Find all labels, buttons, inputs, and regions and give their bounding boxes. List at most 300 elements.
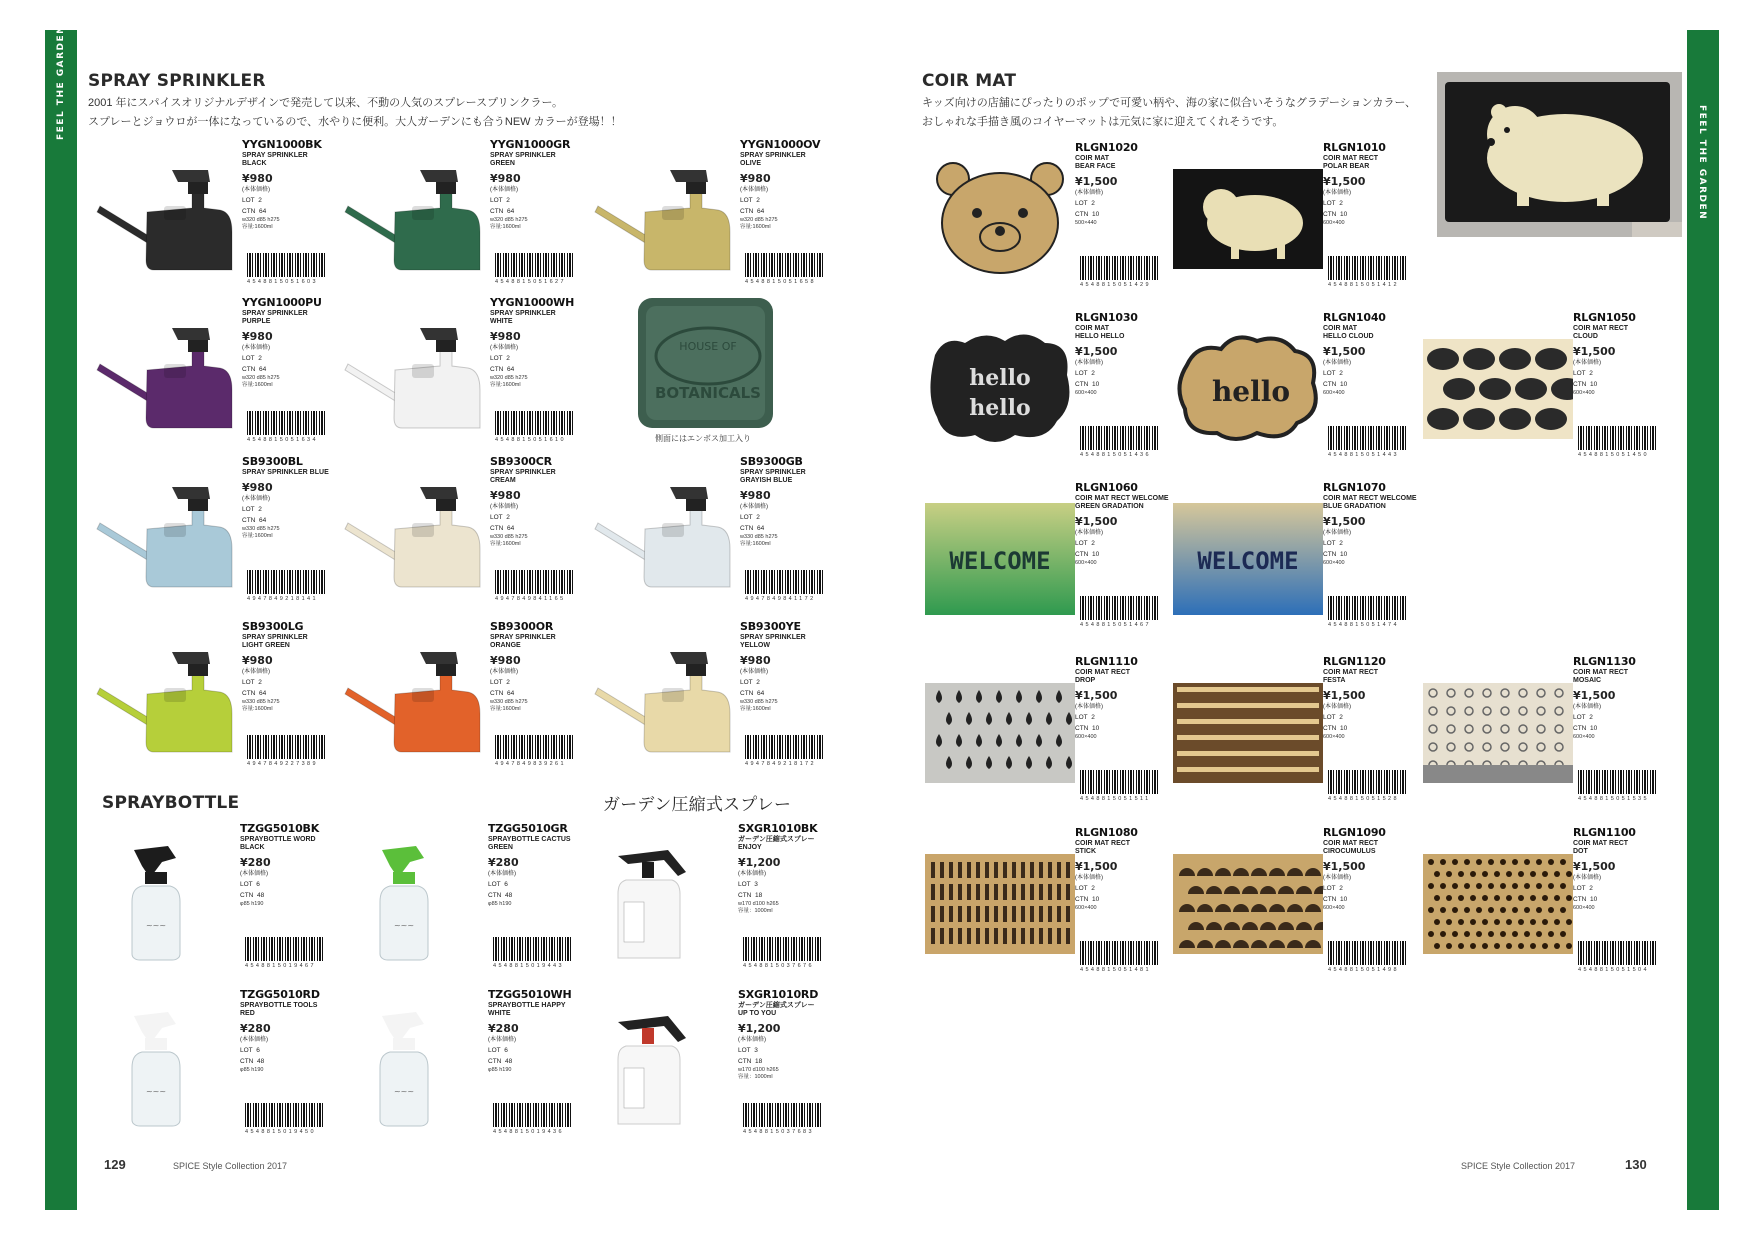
product-dimensions: 600×400 [1075, 560, 1097, 566]
product-dimensions: 600×400 [1075, 390, 1097, 396]
product-code: RLGN1110 [1075, 655, 1138, 668]
ctn-value: 10 [1091, 896, 1100, 903]
product-dimensions: w330 d85 h275 容量:1600ml [490, 699, 528, 712]
product-card [338, 988, 578, 1148]
product-price: ¥280 [240, 856, 271, 869]
barcode-graphic [493, 937, 571, 961]
ctn-value: 64 [756, 525, 765, 532]
ctn-value: 64 [258, 366, 267, 373]
product-name: COIR MAT RECT STICK [1075, 840, 1131, 855]
lot-quantity: LOT 2 [740, 197, 760, 204]
lot-value: 2 [1589, 714, 1593, 721]
product-name: COIR MAT RECT POLAR BEAR [1323, 155, 1379, 170]
product-card [340, 620, 580, 780]
barcode-graphic [495, 411, 573, 435]
product-card [1423, 655, 1663, 815]
price-tax-note: (本体価格) [242, 496, 270, 502]
barcode-number: 4548815051535 [1578, 796, 1649, 802]
product-price: ¥980 [242, 654, 273, 667]
lot-value: 2 [1339, 370, 1343, 377]
lot-value: 2 [756, 679, 760, 686]
barcode-graphic [247, 570, 325, 594]
product-image [1173, 840, 1323, 968]
product-name: ガーデン圧縮式スプレー ENJOY [738, 836, 815, 851]
lot-quantity: LOT 2 [740, 514, 760, 521]
carton-quantity: CTN 10 [1075, 211, 1100, 218]
product-info [242, 455, 352, 602]
lot-quantity: LOT 2 [1075, 540, 1095, 547]
ctn-value: 48 [256, 892, 265, 899]
product-dimensions: w320 d85 h275 容量:1600ml [242, 375, 280, 388]
product-dimensions: w320 d85 h275 容量:1600ml [740, 217, 778, 230]
price-tax-note: (本体価格) [1075, 875, 1103, 881]
carton-quantity: CTN 10 [1323, 725, 1348, 732]
product-price: ¥980 [242, 330, 273, 343]
price-tax-note: (本体価格) [738, 1037, 766, 1043]
price-tax-note: (本体価格) [1075, 190, 1103, 196]
lot-value: 6 [256, 881, 260, 888]
barcode-number: 4548815051436 [1080, 452, 1151, 458]
ctn-value: 64 [258, 690, 267, 697]
price-tax-note: (本体価格) [740, 669, 768, 675]
barcode-graphic [743, 1103, 821, 1127]
carton-quantity: CTN 64 [740, 208, 765, 215]
product-price: ¥280 [240, 1022, 271, 1035]
product-name: SPRAY SPRINKLER BLUE [242, 469, 329, 476]
ctn-value: 10 [1091, 551, 1100, 558]
lot-value: 2 [1339, 200, 1343, 207]
product-dimensions: w320 d85 h275 容量:1600ml [490, 375, 528, 388]
product-image [1423, 840, 1573, 968]
lot-quantity: LOT 2 [1573, 370, 1593, 377]
product-code: YYGN1000GR [490, 138, 571, 151]
product-name: SPRAYBOTTLE WORD BLACK [240, 836, 316, 851]
svg-text:WELCOME: WELCOME [949, 547, 1051, 575]
product-info [1075, 826, 1185, 973]
product-price: ¥1,500 [1573, 689, 1616, 702]
lot-quantity: LOT 2 [1573, 885, 1593, 892]
product-name: COIR MAT HELLO CLOUD [1323, 325, 1374, 340]
product-name: SPRAY SPRINKLER BLACK [242, 152, 308, 167]
product-card [1173, 141, 1413, 301]
product-name: SPRAYBOTTLE CACTUS GREEN [488, 836, 571, 851]
barcode-graphic [247, 253, 325, 277]
svg-text:~~~: ~~~ [393, 921, 415, 930]
ctn-value: 18 [754, 1058, 763, 1065]
ctn-value: 10 [1589, 896, 1598, 903]
product-code: RLGN1080 [1075, 826, 1138, 839]
product-image [92, 634, 242, 762]
lot-quantity: LOT 2 [490, 355, 510, 362]
product-price: ¥1,500 [1323, 345, 1366, 358]
lot-value: 2 [1339, 885, 1343, 892]
carton-quantity: CTN 10 [1573, 725, 1598, 732]
product-name: SPRAY SPRINKLER YELLOW [740, 634, 806, 649]
lot-quantity: LOT 2 [242, 506, 262, 513]
page-number-left: 129 [104, 1157, 126, 1172]
lot-quantity: LOT 2 [242, 355, 262, 362]
product-card [92, 620, 332, 780]
carton-quantity: CTN 10 [1075, 725, 1100, 732]
barcode-graphic [247, 411, 325, 435]
lot-quantity: LOT 2 [1323, 200, 1343, 207]
ctn-value: 10 [1339, 896, 1348, 903]
product-dimensions: 600×400 [1573, 390, 1595, 396]
product-card [588, 822, 828, 982]
lot-value: 2 [1091, 714, 1095, 721]
product-card [925, 826, 1165, 986]
desc-line: キッズ向けの店舗にぴったりのポップで可愛い柄や、海の家に似合いそうなグラデーションカラー、 [922, 97, 1417, 109]
product-card [1423, 311, 1663, 471]
product-price: ¥280 [488, 856, 519, 869]
barcode-number: 4548815019450 [245, 1129, 316, 1135]
product-image [340, 469, 490, 597]
product-name: COIR MAT RECT CIROCUMULUS [1323, 840, 1379, 855]
lot-value: 2 [1091, 540, 1095, 547]
ctn-value: 10 [1091, 381, 1100, 388]
product-price: ¥980 [490, 654, 521, 667]
price-tax-note: (本体価格) [240, 871, 268, 877]
product-info [1323, 481, 1433, 628]
price-tax-note: (本体価格) [1323, 704, 1351, 710]
lot-quantity: LOT 2 [1323, 540, 1343, 547]
product-code: SB9300OR [490, 620, 554, 633]
product-name: SPRAYBOTTLE HAPPY WHITE [488, 1002, 566, 1017]
lot-value: 3 [754, 881, 758, 888]
barcode-graphic [1578, 426, 1656, 450]
barcode-number: 4548815051474 [1328, 622, 1399, 628]
lot-value: 2 [258, 197, 262, 204]
lot-value: 3 [754, 1047, 758, 1054]
product-code: RLGN1020 [1075, 141, 1138, 154]
product-image [1173, 495, 1323, 623]
product-info [738, 822, 848, 969]
carton-quantity: CTN 10 [1573, 896, 1598, 903]
product-dimensions: 600×400 [1075, 734, 1097, 740]
product-info [1323, 826, 1433, 973]
carton-quantity: CTN 64 [242, 208, 267, 215]
barcode-number: 4548815019467 [245, 963, 316, 969]
product-dimensions: 600×400 [1323, 905, 1345, 911]
product-name: SPRAY SPRINKLER GRAYISH BLUE [740, 469, 806, 484]
ctn-value: 64 [258, 208, 267, 215]
spray-sprinkler-desc [88, 94, 622, 132]
product-code: RLGN1070 [1323, 481, 1386, 494]
product-card [590, 455, 830, 615]
lot-value: 2 [756, 514, 760, 521]
price-tax-note: (本体価格) [1075, 530, 1103, 536]
product-name: COIR MAT RECT WELCOME GREEN GRADATION [1075, 495, 1169, 510]
product-dimensions: φ85 h190 [488, 901, 512, 907]
barcode-number: 4548815051481 [1080, 967, 1151, 973]
carton-quantity: CTN 48 [240, 892, 265, 899]
product-price: ¥1,500 [1573, 860, 1616, 873]
product-info [488, 822, 598, 969]
svg-text:~~~: ~~~ [393, 1087, 415, 1096]
lot-quantity: LOT 2 [490, 197, 510, 204]
product-dimensions: w330 d85 h275 容量:1600ml [490, 534, 528, 547]
product-name: COIR MAT RECT WELCOME BLUE GRADATION [1323, 495, 1417, 510]
ctn-value: 64 [506, 525, 515, 532]
ctn-value: 64 [506, 208, 515, 215]
svg-text:~~~: ~~~ [145, 921, 167, 930]
barcode-number: 4548815051429 [1080, 282, 1151, 288]
product-image [925, 840, 1075, 968]
emboss-detail-photo [638, 298, 773, 428]
product-image [338, 1002, 488, 1130]
lot-quantity: LOT 6 [488, 1047, 508, 1054]
lot-quantity: LOT 6 [240, 881, 260, 888]
product-price: ¥980 [740, 654, 771, 667]
product-code: RLGN1120 [1323, 655, 1386, 668]
product-image [925, 495, 1075, 623]
barcode-number: 4548815019443 [493, 963, 564, 969]
ctn-value: 10 [1339, 551, 1348, 558]
svg-text:~~~: ~~~ [145, 1087, 167, 1096]
product-dimensions: 500×440 [1075, 220, 1097, 226]
product-image [90, 836, 240, 964]
price-tax-note: (本体価格) [1573, 704, 1601, 710]
emboss-caption: 側面にはエンボス加工入り [655, 434, 751, 443]
ctn-value: 10 [1091, 211, 1100, 218]
product-image [338, 836, 488, 964]
product-card [588, 988, 828, 1148]
product-info [488, 988, 598, 1135]
lot-value: 6 [504, 1047, 508, 1054]
product-image [1173, 325, 1323, 453]
product-code: SXGR1010BK [738, 822, 818, 835]
product-name: COIR MAT RECT FESTA [1323, 669, 1379, 684]
barcode-number: 4947849841172 [745, 596, 816, 602]
lot-quantity: LOT 2 [1075, 200, 1095, 207]
barcode-number: 4947849841165 [495, 596, 566, 602]
product-info [240, 822, 350, 969]
barcode-number: 4548815051634 [247, 437, 318, 443]
svg-text:hello: hello [969, 365, 1031, 391]
product-code: SB9300CR [490, 455, 552, 468]
carton-quantity: CTN 64 [740, 525, 765, 532]
barcode-graphic [1080, 770, 1158, 794]
product-price: ¥1,500 [1323, 515, 1366, 528]
price-tax-note: (本体価格) [490, 187, 518, 193]
price-tax-note: (本体価格) [1323, 875, 1351, 881]
product-code: TZGG5010RD [240, 988, 320, 1001]
product-code: RLGN1030 [1075, 311, 1138, 324]
carton-quantity: CTN 64 [490, 366, 515, 373]
lot-value: 2 [506, 355, 510, 362]
desc-line: おしゃれな手描き風のコイヤーマットは元気に家に迎えてくれそうです。 [922, 116, 1284, 128]
lot-quantity: LOT 2 [740, 679, 760, 686]
barcode-graphic [1328, 256, 1406, 280]
ctn-value: 10 [1091, 725, 1100, 732]
barcode-number: 4947849218141 [247, 596, 318, 602]
product-info [490, 620, 600, 767]
product-name: SPRAY SPRINKLER WHITE [490, 310, 556, 325]
carton-quantity: CTN 10 [1075, 551, 1100, 558]
product-info [1573, 826, 1683, 973]
product-price: ¥1,200 [738, 856, 781, 869]
product-name: SPRAY SPRINKLER CREAM [490, 469, 556, 484]
product-dimensions: 600×400 [1075, 905, 1097, 911]
lot-value: 2 [1091, 200, 1095, 207]
product-code: RLGN1130 [1573, 655, 1636, 668]
product-image [925, 669, 1075, 797]
carton-quantity: CTN 18 [738, 892, 763, 899]
product-info [242, 296, 352, 443]
barcode-graphic [495, 253, 573, 277]
product-dimensions: 600×400 [1323, 560, 1345, 566]
barcode-graphic [745, 570, 823, 594]
lot-quantity: LOT 6 [488, 881, 508, 888]
price-tax-note: (本体価格) [488, 871, 516, 877]
lot-value: 6 [256, 1047, 260, 1054]
product-card [90, 988, 330, 1148]
barcode-number: 4548815051528 [1328, 796, 1399, 802]
barcode-number: 4548815051627 [495, 279, 566, 285]
product-info [242, 620, 352, 767]
desc-line: 2001 年にスパイスオリジナルデザインで発売して以来、不動の人気のスプレースプリンクラー。 [88, 97, 564, 109]
product-dimensions: w320 d85 h275 容量:1600ml [490, 217, 528, 230]
lot-quantity: LOT 2 [242, 197, 262, 204]
product-name: COIR MAT RECT DROP [1075, 669, 1131, 684]
carton-quantity: CTN 10 [1323, 211, 1348, 218]
carton-quantity: CTN 64 [490, 208, 515, 215]
ctn-value: 10 [1589, 381, 1598, 388]
product-dimensions: w330 d85 h275 容量:1600ml [242, 526, 280, 539]
footer-right: SPICE Style Collection 2017 [1461, 1161, 1576, 1171]
ctn-value: 64 [258, 517, 267, 524]
product-info [240, 988, 350, 1135]
product-name: COIR MAT RECT DOT [1573, 840, 1629, 855]
price-tax-note: (本体価格) [740, 187, 768, 193]
price-tax-note: (本体価格) [240, 1037, 268, 1043]
product-name: SPRAY SPRINKLER LIGHT GREEN [242, 634, 308, 649]
product-dimensions: φ85 h190 [240, 1067, 264, 1073]
lot-value: 2 [258, 355, 262, 362]
carton-quantity: CTN 64 [242, 366, 267, 373]
carton-quantity: CTN 64 [242, 517, 267, 524]
garden-spray-title: ガーデン圧縮式スプレー [603, 795, 792, 815]
price-tax-note: (本体価格) [738, 871, 766, 877]
lot-quantity: LOT 2 [1323, 885, 1343, 892]
product-code: TZGG5010WH [488, 988, 572, 1001]
price-tax-note: (本体価格) [1323, 530, 1351, 536]
product-dimensions: φ85 h190 [240, 901, 264, 907]
product-card [925, 481, 1169, 641]
price-tax-note: (本体価格) [1323, 360, 1351, 366]
product-info [490, 455, 600, 602]
product-code: SB9300LG [242, 620, 304, 633]
lot-quantity: LOT 3 [738, 1047, 758, 1054]
lot-quantity: LOT 2 [1075, 370, 1095, 377]
price-tax-note: (本体価格) [242, 187, 270, 193]
product-code: RLGN1060 [1075, 481, 1138, 494]
product-dimensions: 600×400 [1323, 220, 1345, 226]
product-card [925, 141, 1165, 301]
product-dimensions: 600×400 [1573, 734, 1595, 740]
product-info [740, 620, 850, 767]
carton-quantity: CTN 10 [1075, 381, 1100, 388]
carton-quantity: CTN 10 [1323, 381, 1348, 388]
lot-value: 2 [258, 506, 262, 513]
desc-line: スプレーとジョウロが一体になっているので、水やりに便利。大人ガーデンにも合うNEW カラーが登場！！ [88, 116, 622, 128]
barcode-graphic [745, 735, 823, 759]
product-card [1173, 826, 1413, 986]
product-price: ¥980 [242, 172, 273, 185]
product-code: YYGN1000OV [740, 138, 821, 151]
ctn-value: 64 [756, 208, 765, 215]
price-tax-note: (本体価格) [242, 669, 270, 675]
barcode-number: 4548815051658 [745, 279, 816, 285]
footer-left: SPICE Style Collection 2017 [173, 1161, 288, 1171]
product-image [588, 836, 738, 964]
carton-quantity: CTN 64 [242, 690, 267, 697]
product-name: SPRAY SPRINKLER PURPLE [242, 310, 308, 325]
svg-text:hello: hello [969, 395, 1031, 421]
lot-quantity: LOT 2 [1323, 370, 1343, 377]
product-name: SPRAYBOTTLE TOOLS RED [240, 1002, 318, 1017]
side-label-right: FEEL THE GARDEN [1697, 105, 1707, 221]
barcode-graphic [1328, 770, 1406, 794]
product-name: COIR MAT BEAR FACE [1075, 155, 1116, 170]
product-price: ¥280 [488, 1022, 519, 1035]
product-code: RLGN1100 [1573, 826, 1636, 839]
product-image [90, 1002, 240, 1130]
product-image [590, 152, 740, 280]
product-card [590, 620, 830, 780]
barcode-graphic [495, 570, 573, 594]
barcode-number: 4548815051498 [1328, 967, 1399, 973]
lot-value: 2 [506, 679, 510, 686]
carton-quantity: CTN 64 [740, 690, 765, 697]
ctn-value: 48 [504, 1058, 513, 1065]
barcode-number: 4947849227389 [247, 761, 318, 767]
product-card [90, 822, 330, 982]
product-dimensions: φ85 h190 [488, 1067, 512, 1073]
lot-quantity: LOT 2 [1323, 714, 1343, 721]
product-dimensions: 600×400 [1573, 905, 1595, 911]
product-code: RLGN1090 [1323, 826, 1386, 839]
product-dimensions: 600×400 [1323, 390, 1345, 396]
lot-quantity: LOT 2 [1573, 714, 1593, 721]
product-name: COIR MAT RECT CLOUD [1573, 325, 1629, 340]
carton-quantity: CTN 64 [490, 690, 515, 697]
price-tax-note: (本体価格) [488, 1037, 516, 1043]
product-dimensions: 600×400 [1323, 734, 1345, 740]
product-price: ¥980 [242, 481, 273, 494]
ctn-value: 10 [1339, 211, 1348, 218]
barcode-number: 4548815051504 [1578, 967, 1649, 973]
price-tax-note: (本体価格) [1323, 190, 1351, 196]
price-tax-note: (本体価格) [1075, 360, 1103, 366]
barcode-number: 4548815051450 [1578, 452, 1649, 458]
barcode-number: 4947849839261 [495, 761, 566, 767]
product-price: ¥1,500 [1075, 345, 1118, 358]
svg-text:BOTANICALS: BOTANICALS [655, 384, 761, 402]
product-info [1323, 311, 1433, 458]
lot-value: 2 [1091, 370, 1095, 377]
barcode-graphic [1080, 426, 1158, 450]
carton-quantity: CTN 10 [1075, 896, 1100, 903]
lot-value: 2 [258, 679, 262, 686]
right-side-bar [1687, 30, 1719, 1210]
product-dimensions: w330 d85 h275 容量:1600ml [740, 534, 778, 547]
barcode-graphic [745, 253, 823, 277]
lot-quantity: LOT 2 [1075, 714, 1095, 721]
barcode-number: 4548815051511 [1080, 796, 1151, 802]
price-tax-note: (本体価格) [242, 345, 270, 351]
barcode-graphic [1328, 596, 1406, 620]
